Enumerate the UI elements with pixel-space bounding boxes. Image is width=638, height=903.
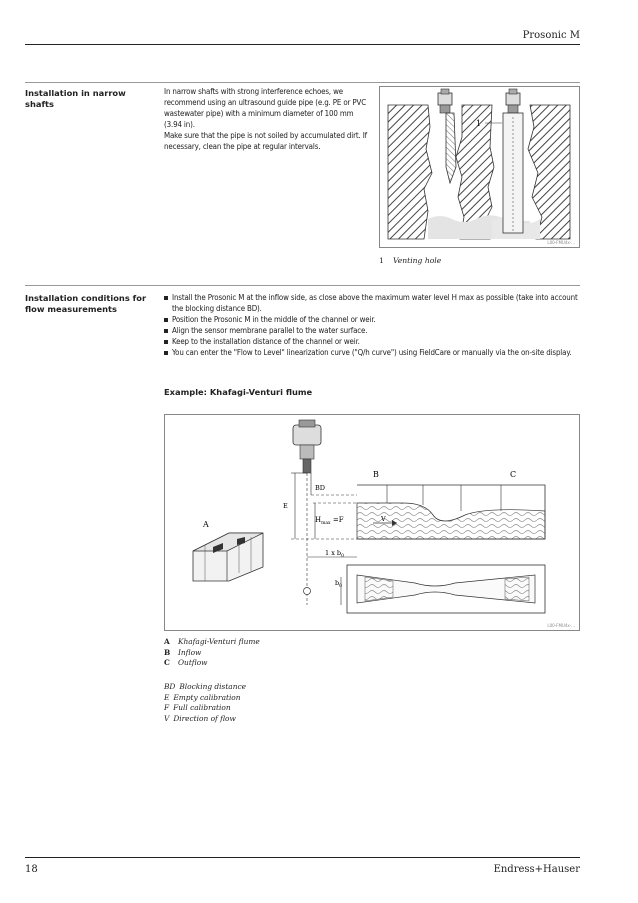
label-direction-v: V [381, 515, 386, 523]
header-title: Prosonic M [522, 30, 580, 41]
bullet-install-inflow: Install the Prosonic M at the inflow side, as close above the maximum water level H max as possible (take into account the blocking distance BD). [164, 292, 579, 314]
caption-text: Venting hole [393, 256, 442, 265]
bullet-installation-distance: Keep to the installation distance of the channel or weir. [164, 336, 579, 347]
legend-row-a: A Khafagi-Venturi flume [164, 637, 260, 646]
paragraph-line-2: Make sure that the pipe is not soiled by accumulated dirt. If necessary, clean the pipe at regular intervals. [164, 131, 367, 151]
label-blocking-distance: BD [315, 484, 325, 492]
header-rule [25, 44, 580, 45]
paragraph-line-1: In narrow shafts with strong interference echoes, we recommend using an ultrasound guide pipe (e.g. PE or PVC wastewater pipe) with a minimum diameter of 100 mm (3.94 in). [164, 87, 367, 129]
figure1-caption [379, 256, 441, 266]
footer-brand: Endress+Hauser [493, 864, 580, 875]
flow-conditions-list [164, 292, 579, 358]
legend-row-bd: BD Blocking distance [164, 682, 246, 691]
figure2-legend-main [164, 637, 260, 669]
bullet-linearization-curve: You can enter the "Flow to Level" linearization curve ("Q/h curve") using FieldCare or manually via the on-site display. [164, 347, 579, 358]
section-title-narrow-shafts: Installation in narrow shafts [25, 88, 126, 109]
page-number: 18 [25, 864, 38, 875]
section-separator-1 [25, 82, 580, 83]
label-hmax: $H_{max} =F$ [315, 516, 344, 526]
legend-row-v: V Direction of flow [164, 713, 236, 723]
legend-row-e: E Empty calibration [164, 692, 241, 702]
narrow-shafts-paragraph [164, 86, 369, 152]
bullet-align-membrane: Align the sensor membrane parallel to the water surface. [164, 325, 579, 336]
footer-rule [25, 857, 580, 858]
legend-row-c: C Outflow [164, 658, 208, 667]
section-title-flow-measurements: Installation conditions for flow measurements [25, 293, 147, 314]
figure2-legend-abbrev [164, 682, 246, 724]
label-outflow-c: C [510, 470, 517, 479]
venturi-flume-drawing [165, 415, 579, 630]
label-distance-1xb0: 1 x $b_0$ [325, 549, 344, 559]
figure-id-1: L00-FMU4x-... [547, 240, 575, 245]
label-inflow-b: B [373, 470, 379, 479]
figure-id-2: L00-FMU4x-... [547, 623, 575, 628]
label-empty-calibration: E [283, 502, 288, 510]
narrow-shaft-drawing [380, 87, 579, 247]
narrow-shaft-figure [379, 86, 580, 248]
legend-row-f: F Full calibration [164, 703, 231, 712]
legend-row-b: B Inflow [164, 647, 202, 657]
venting-hole-callout: 1 [476, 119, 482, 128]
label-flume-a: A [203, 520, 209, 529]
section-separator-2 [25, 285, 580, 286]
example-title: Example: Khafagi-Venturi flume [164, 387, 313, 397]
caption-key: 1 [379, 256, 384, 265]
bullet-position-middle: Position the Prosonic M in the middle of the channel or weir. [164, 314, 579, 325]
label-b0: $b_0$ [335, 579, 343, 589]
venturi-flume-figure [164, 414, 580, 631]
